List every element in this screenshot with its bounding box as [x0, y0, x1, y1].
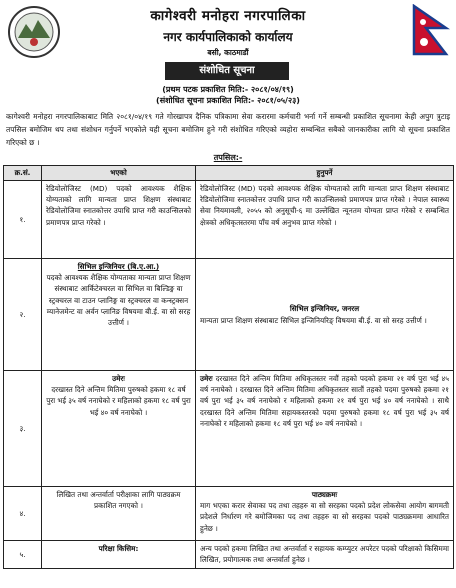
row-was: रेडियोलोजिस्ट (MD) पदको आवश्यक शैक्षिक योग्यताको लागि मान्यता प्राप्त शिक्षण संस्थाबाट रेडियोलोजिमा स्नातकोत्तर उपाधि प्राप्त गरी काउन्सिलको प्रमाणपत्र प्राप्त गरेको । [42, 181, 196, 259]
row-serial: ४. [4, 487, 42, 541]
table-row [4, 371, 454, 487]
table-row [4, 259, 454, 371]
row-was: दरखास्त दिने अन्तिम मितिमा पुरुषको हकमा १८ वर्ष पुरा भई ३५ वर्ष ननाघेको र महिलाको हकमा १८ वर्ष पुरा भई ४० वर्ष ननाघेको । [46, 385, 191, 417]
table-row [4, 181, 454, 259]
row-serial: १. [4, 181, 42, 259]
first-published-date: (प्रथम पटक प्रकाशित मिति:- २०८१/०४/१९) [162, 85, 294, 94]
row-should-be-cell [196, 371, 454, 487]
header-serial: क्र.सं. [4, 166, 42, 181]
row-was-label: उमेरः [112, 374, 125, 383]
municipality-name: कागेश्वरी मनोहरा नगरपालिका [150, 8, 306, 24]
row-serial: ५. [4, 541, 42, 569]
row-should-be: अन्य पदको हकमा लिखित तथा अन्तर्वार्ता र सहायक कम्प्युटर अपरेटर पदको परिक्षाको किसिममा लिखित, प्रयोगात्मक तथा अन्तर्वार्ता हुनेछ । [196, 541, 454, 569]
row-serial: २. [4, 259, 42, 371]
row-should-be-label: उमेरः [200, 374, 213, 383]
amendment-table [3, 165, 454, 569]
row-should-be-title: पाठ्यक्रमः [311, 490, 338, 499]
header-was: भएको [42, 166, 196, 181]
office-name: नगर कार्यपालिकाको कार्यालय [163, 30, 293, 44]
row-should-be-cell [196, 259, 454, 371]
notice-title: संशोधित सूचना [165, 62, 289, 80]
row-should-be: मान्यता प्राप्त शिक्षण संस्थाबाट सिभिल इन्जिनियरिङ् विषयमा बी.ई. वा सो सरह उत्तीर्ण । [200, 315, 427, 325]
details-heading: तपसिल:- [213, 153, 243, 162]
row-should-be-cell [196, 487, 454, 541]
row-should-be-title: सिभिल इन्जिनियर, जनरल [289, 304, 360, 314]
row-was-title: परिक्षा किसिम: [42, 541, 196, 569]
amended-published-date: (संशोधित सूचना प्रकाशित मिति:- २०८१/०५/२३) [156, 96, 300, 105]
row-was-cell [42, 259, 196, 371]
row-was-title: सिभिल इन्जिनियर (बि.ए.आ.) [77, 262, 160, 271]
row-should-be: माग भएका करार सेवाका पद तथा तहहरु वा सो सरहका पदको प्रदेश लोकसेवा आयोग बागमती प्रदेशले निर्धारण गरे बमोजिमका पद तथा तहहरु वा सो सरहका पदको पाठ्यक्रममा आधारित हुनेछ । [200, 501, 449, 533]
row-was-cell [42, 371, 196, 487]
intro-paragraph: कागेश्वरी मनोहरा नगरपालिकाबाट मिति २०८१/०४/१९ गते गोरखापत्र दैनिक पत्रिकामा सेवा करारमा कर्मचारी भर्ना गर्ने सम्बन्धी प्रकाशित सूचनामा केही अपुग त्रुटाइ तपसिल बमोजिम थप तथा संशोधन गर्नुपर्ने भएकोले यही सूचना बमोजिम हुने गरी संशोधित गरिएको व्यहोरा सम्बन्धित सबैको जानकारीका लागि यो सूचना प्रकाशित गरिएको छ । [6, 112, 450, 147]
table-header-row [4, 166, 454, 181]
header-should-be: हुनुपर्ने [196, 166, 454, 181]
row-was: लिखित तथा अन्तर्वार्ता परीक्षाका लागि पाठ्यक्रम प्रकाशित नगएको । [42, 487, 196, 541]
row-serial: ३. [4, 371, 42, 487]
row-was: पदको आवश्यक शैक्षिक योग्यताका मान्यता प्राप्त शिक्षण संस्थाबाट आर्किटेक्चरल वा सिभिल वा बिल्डिङ्ग वा स्ट्रक्चरल वा टाउन प्लानिङ्ग वा स्ट्रक्चरल वा कन्स्ट्रक्सन म्यानेजमेन्ट वा अर्वन प्लानिङ विषयमा बी.ई. वा सो सरह उत्तीर्ण । [46, 273, 191, 328]
table-row [4, 487, 454, 541]
table-row [4, 541, 454, 569]
office-address: बसी, काठमाडौं [207, 48, 249, 57]
row-should-be: दरखास्त दिने अन्तिम मितिमा अधिकृतस्तर नवौं तहको पदको हकमा २१ वर्ष पुरा भई ४५ वर्ष ननाघेको । दरखास्त दिने अन्तिम मितिमा अधिकृतस्तर सातौं तहको पदमा पुरुषको हकमा २१ वर्ष पुरा भई ३५ वर्ष ननाघेको र महिलाको हकमा २१ वर्ष पुरा भई ४० वर्ष ननाघेको । साथै दरखास्त दिने अन्तिम मितिमा सहायकस्तरको पदमा पुरुषको हकमा १८ वर्ष पुरा भई ३५ वर्ष ननाघेको र महिलाको हकमा १८ वर्ष पुरा भई ४० वर्ष ननाघेको । [200, 374, 449, 428]
row-should-be: रेडियोलोजिस्ट (MD) पदको आवश्यक शैक्षिक योग्यताको लागि मान्यता प्राप्त शिक्षण संस्थाबाट रेडियोलोजिमा स्नातकोत्तर उपाधि प्राप्त गरी काउन्सिलको प्रमाणपत्र प्राप्त गरेको । नेपाल स्वास्थ्य सेवा नियमावली, २०५५ को अनुसूची-६ मा उल्लेखित न्यूनतम योग्यता प्राप्त गरेको र सम्बन्धित क्षेत्रको अधिकृतस्तरमा पाँच वर्ष अनुभव प्राप्त गरेको । [196, 181, 454, 259]
